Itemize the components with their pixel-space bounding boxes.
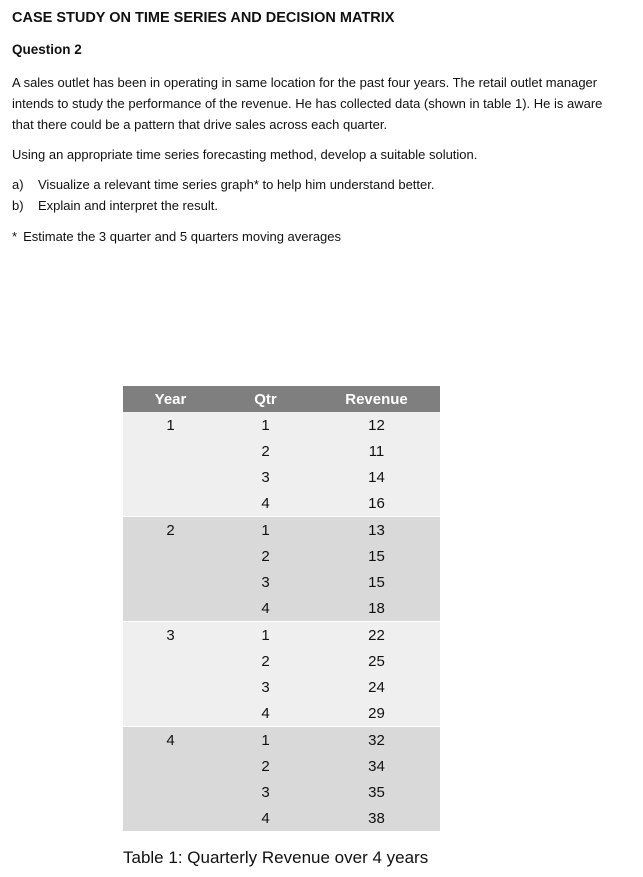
problem-paragraph: A sales outlet has been in operating in same location for the past four years. The retail outlet manager intends to study the performance of the revenue. He has collected data (shown in table 1). He is aware that there could be a pattern that drive sales across each quarter.	[12, 75, 603, 132]
task-marker: b)	[12, 198, 24, 213]
cell-revenue: 18	[313, 595, 440, 622]
cell-revenue: 35	[313, 779, 440, 805]
task-item-b	[12, 195, 435, 216]
table-row	[123, 674, 440, 700]
header-qtr: Qtr	[218, 386, 313, 412]
task-text: Explain and interpret the result.	[38, 198, 218, 213]
table-row	[123, 412, 440, 438]
cell-qtr: 4	[218, 595, 313, 622]
cell-revenue: 12	[313, 412, 440, 438]
cell-qtr: 2	[218, 543, 313, 569]
task-item-a	[12, 174, 435, 195]
cell-year	[123, 753, 218, 779]
table-row	[123, 543, 440, 569]
cell-year	[123, 543, 218, 569]
cell-revenue: 15	[313, 543, 440, 569]
task-list	[12, 174, 435, 216]
cell-revenue: 34	[313, 753, 440, 779]
cell-qtr: 1	[218, 727, 313, 754]
table-row	[123, 438, 440, 464]
cell-year	[123, 779, 218, 805]
table-body	[123, 412, 440, 831]
document-title: CASE STUDY ON TIME SERIES AND DECISION MATRIX	[12, 10, 395, 26]
table-row	[123, 805, 440, 831]
cell-revenue: 22	[313, 622, 440, 649]
cell-year	[123, 490, 218, 517]
cell-qtr: 2	[218, 438, 313, 464]
table-row	[123, 595, 440, 622]
task-marker: a)	[12, 177, 24, 192]
footnote-marker: *	[12, 229, 18, 244]
cell-qtr: 1	[218, 412, 313, 438]
cell-year	[123, 569, 218, 595]
cell-year	[123, 674, 218, 700]
header-revenue: Revenue	[313, 386, 440, 412]
table-row	[123, 648, 440, 674]
table-row	[123, 753, 440, 779]
cell-revenue: 29	[313, 700, 440, 727]
cell-qtr: 1	[218, 517, 313, 544]
cell-revenue: 38	[313, 805, 440, 831]
table-row	[123, 779, 440, 805]
cell-revenue: 15	[313, 569, 440, 595]
question-heading: Question 2	[12, 42, 82, 57]
cell-year	[123, 700, 218, 727]
cell-year: 3	[123, 622, 218, 649]
table-row	[123, 700, 440, 727]
cell-year	[123, 595, 218, 622]
footnote-text: Estimate the 3 quarter and 5 quarters moving averages	[23, 229, 342, 244]
cell-revenue: 32	[313, 727, 440, 754]
cell-qtr: 1	[218, 622, 313, 649]
cell-qtr: 4	[218, 805, 313, 831]
table-header-row	[123, 386, 440, 412]
cell-qtr: 2	[218, 753, 313, 779]
cell-qtr: 2	[218, 648, 313, 674]
cell-revenue: 24	[313, 674, 440, 700]
cell-qtr: 3	[218, 569, 313, 595]
instruction-paragraph: Using an appropriate time series forecasting method, develop a suitable solution.	[12, 147, 478, 162]
cell-year: 4	[123, 727, 218, 754]
cell-year: 1	[123, 412, 218, 438]
cell-qtr: 3	[218, 464, 313, 490]
table-row	[123, 517, 440, 544]
cell-qtr: 4	[218, 490, 313, 517]
cell-revenue: 14	[313, 464, 440, 490]
table-row	[123, 622, 440, 649]
cell-year	[123, 464, 218, 490]
cell-revenue: 25	[313, 648, 440, 674]
table-row	[123, 727, 440, 754]
cell-year	[123, 805, 218, 831]
cell-qtr: 4	[218, 700, 313, 727]
cell-year	[123, 648, 218, 674]
table-row	[123, 490, 440, 517]
footnote	[12, 226, 341, 247]
revenue-table	[123, 386, 440, 831]
cell-qtr: 3	[218, 674, 313, 700]
table-row	[123, 569, 440, 595]
table-row	[123, 464, 440, 490]
task-text: Visualize a relevant time series graph* to help him understand better.	[38, 177, 435, 192]
cell-qtr: 3	[218, 779, 313, 805]
cell-revenue: 13	[313, 517, 440, 544]
cell-revenue: 16	[313, 490, 440, 517]
cell-revenue: 11	[313, 438, 440, 464]
cell-year: 2	[123, 517, 218, 544]
table-caption: Table 1: Quarterly Revenue over 4 years	[123, 848, 429, 867]
cell-year	[123, 438, 218, 464]
header-year: Year	[123, 386, 218, 412]
